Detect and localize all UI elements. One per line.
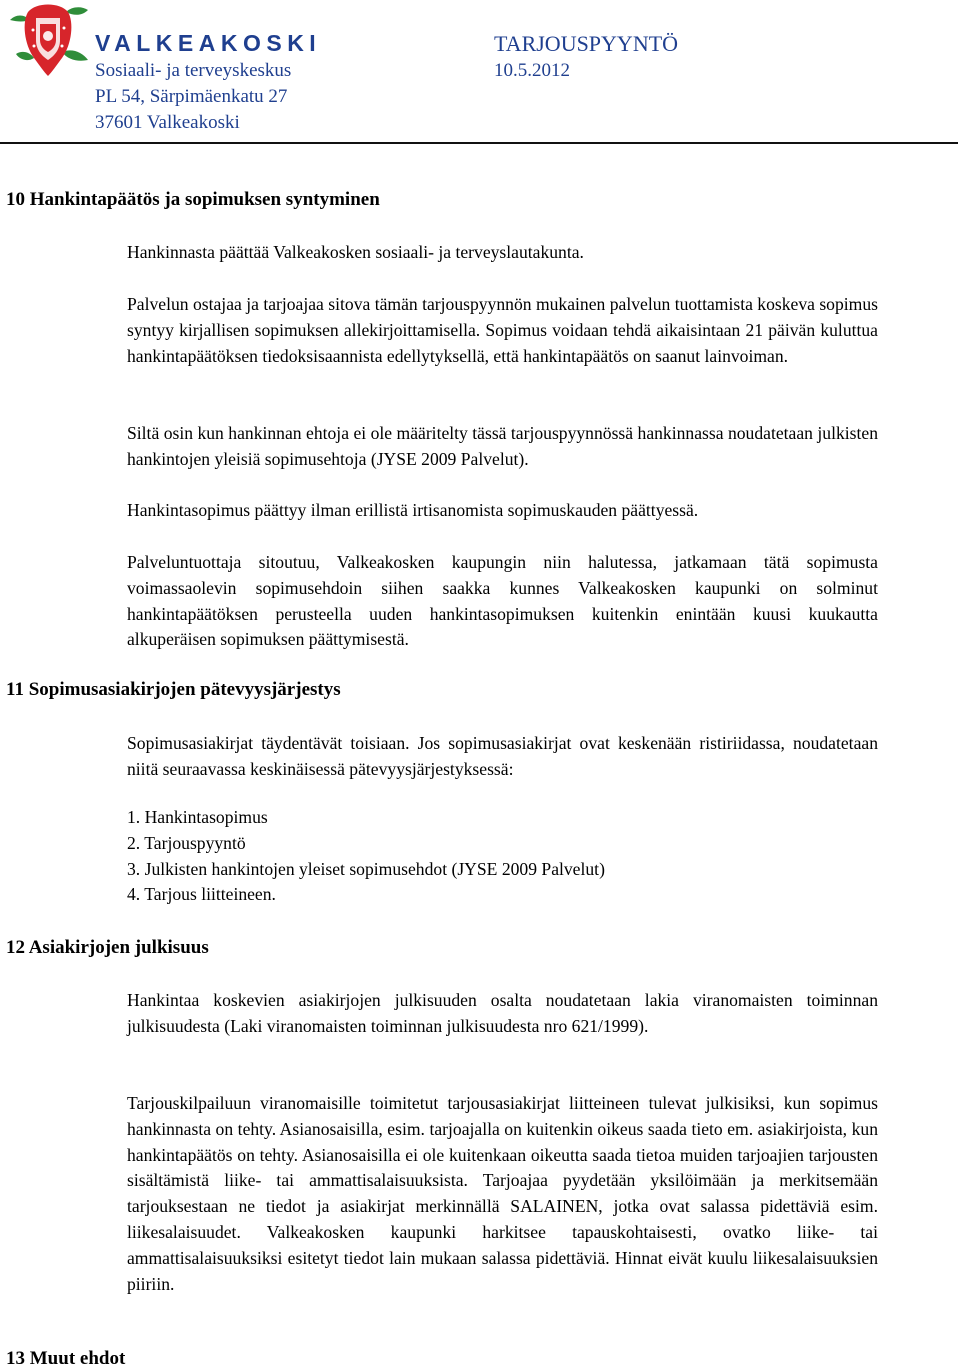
document-date: 10.5.2012 <box>494 60 570 81</box>
header-postal: 37601 Valkeakoski <box>95 112 240 133</box>
section-12-paragraph: Tarjouskilpailuun viranomaisille toimitetut tarjousasiakirjat liitteineen tulevat julkisiksi, kun sopimus hankinnasta on tehty. Asianosaisilla, esim. tarjoajalla on kuitenkin oikeus saada tieto em. asiakirjoista, kun hankintapäätös on tehty. Asianosaisilla ei ole kuitenkaan oikeutta saada tietoa muiden tarjoajien tarjousten sisältämistä liike- tai ammattisalaisuuksista. Tarjoajaa pyydetään yksilöimään ja merkitsemään tarjouksestaan ne tiedot ja asiakirjat merkinnällä SALAINEN, jotka ovat salassa pidettäviä esim. liikesalaisuudet. Valkeakosken kaupunki harkitsee tapauskohtaisesti, ovatko liike- tai ammattisalaisuuksiksi esitetyt tiedot lain mukaan salassa pidettäviä. Hinnat eivät kuulu liikesalaisuuksien piiriin. <box>127 1093 878 1294</box>
header-divider <box>0 142 958 144</box>
document-type: TARJOUSPYYNTÖ <box>494 31 679 56</box>
list-item: 4. Tarjous liitteineen. <box>127 884 276 905</box>
header-unit: Sosiaali- ja terveyskeskus <box>95 60 292 81</box>
list-item: 2. Tarjouspyyntö <box>127 832 246 853</box>
section-10-paragraph: Hankintasopimus päättyy ilman erillistä irtisanomista sopimuskauden päättyessä. <box>127 500 699 520</box>
section-10-paragraph: Siltä osin kun hankinnan ehtoja ei ole määritelty tässä tarjouspyynnössä hankinnassa noudatetaan julkisten hankintojen yleisiä sopimusehtoja (JYSE 2009 Palvelut). <box>127 423 878 469</box>
section-11-heading: 11 Sopimusasiakirjojen pätevyysjärjestys <box>6 679 341 700</box>
brand-name: VALKEAKOSKI <box>95 30 322 56</box>
section-10-paragraph: Palveluntuottaja sitoutuu, Valkeakosken kaupungin niin halutessa, jatkamaan tätä sopimusta voimassaolevin sopimusehdoin siihen saakka kunnes Valkeakosken kaupunki on solminut hankintapäätöksen perusteella uuden hankintasopimuksen kuitenkin enintään kuusi kuukautta alkuperäisen sopimuksen päättymisestä. <box>127 552 878 650</box>
section-10-heading: 10 Hankintapäätös ja sopimuksen syntyminen <box>6 189 380 210</box>
section-10-paragraph: Palvelun ostajaa ja tarjoajaa sitova tämän tarjouspyynnön mukainen palvelun tuottamista koskeva sopimus syntyy kirjallisen sopimuksen allekirjoittamisella. Sopimus voidaan tehdä aikaisintaan 21 päivän kuluttua hankintapäätöksen tiedoksisaannista edellytyksellä, että hankintapäätös on saanut lainvoiman. <box>127 294 878 366</box>
precedence-list <box>127 805 605 908</box>
strawberry-crest-icon <box>6 0 92 80</box>
section-10-paragraph: Hankinnasta päättää Valkeakosken sosiaali- ja terveyslautakunta. <box>127 242 584 262</box>
section-11-paragraph: Sopimusasiakirjat täydentävät toisiaan. Jos sopimusasiakirjat ovat keskenään ristiriidassa, noudatetaan niitä seuraavassa keskinäisessä pätevyysjärjestyksessä: <box>127 733 878 779</box>
section-12-heading: 12 Asiakirjojen julkisuus <box>6 937 209 958</box>
list-item: 3. Julkisten hankintojen yleiset sopimusehdot (JYSE 2009 Palvelut) <box>127 858 605 879</box>
city-logo <box>6 0 92 80</box>
section-12-paragraph: Hankintaa koskevien asiakirjojen julkisuuden osalta noudatetaan lakia viranomaisten toiminnan julkisuudesta (Laki viranomaisten toiminnan julkisuudesta nro 621/1999). <box>127 990 878 1036</box>
header-address: PL 54, Särpimäenkatu 27 <box>95 86 288 107</box>
section-13-heading: 13 Muut ehdot <box>6 1348 126 1369</box>
list-item: 1. Hankintasopimus <box>127 807 268 827</box>
